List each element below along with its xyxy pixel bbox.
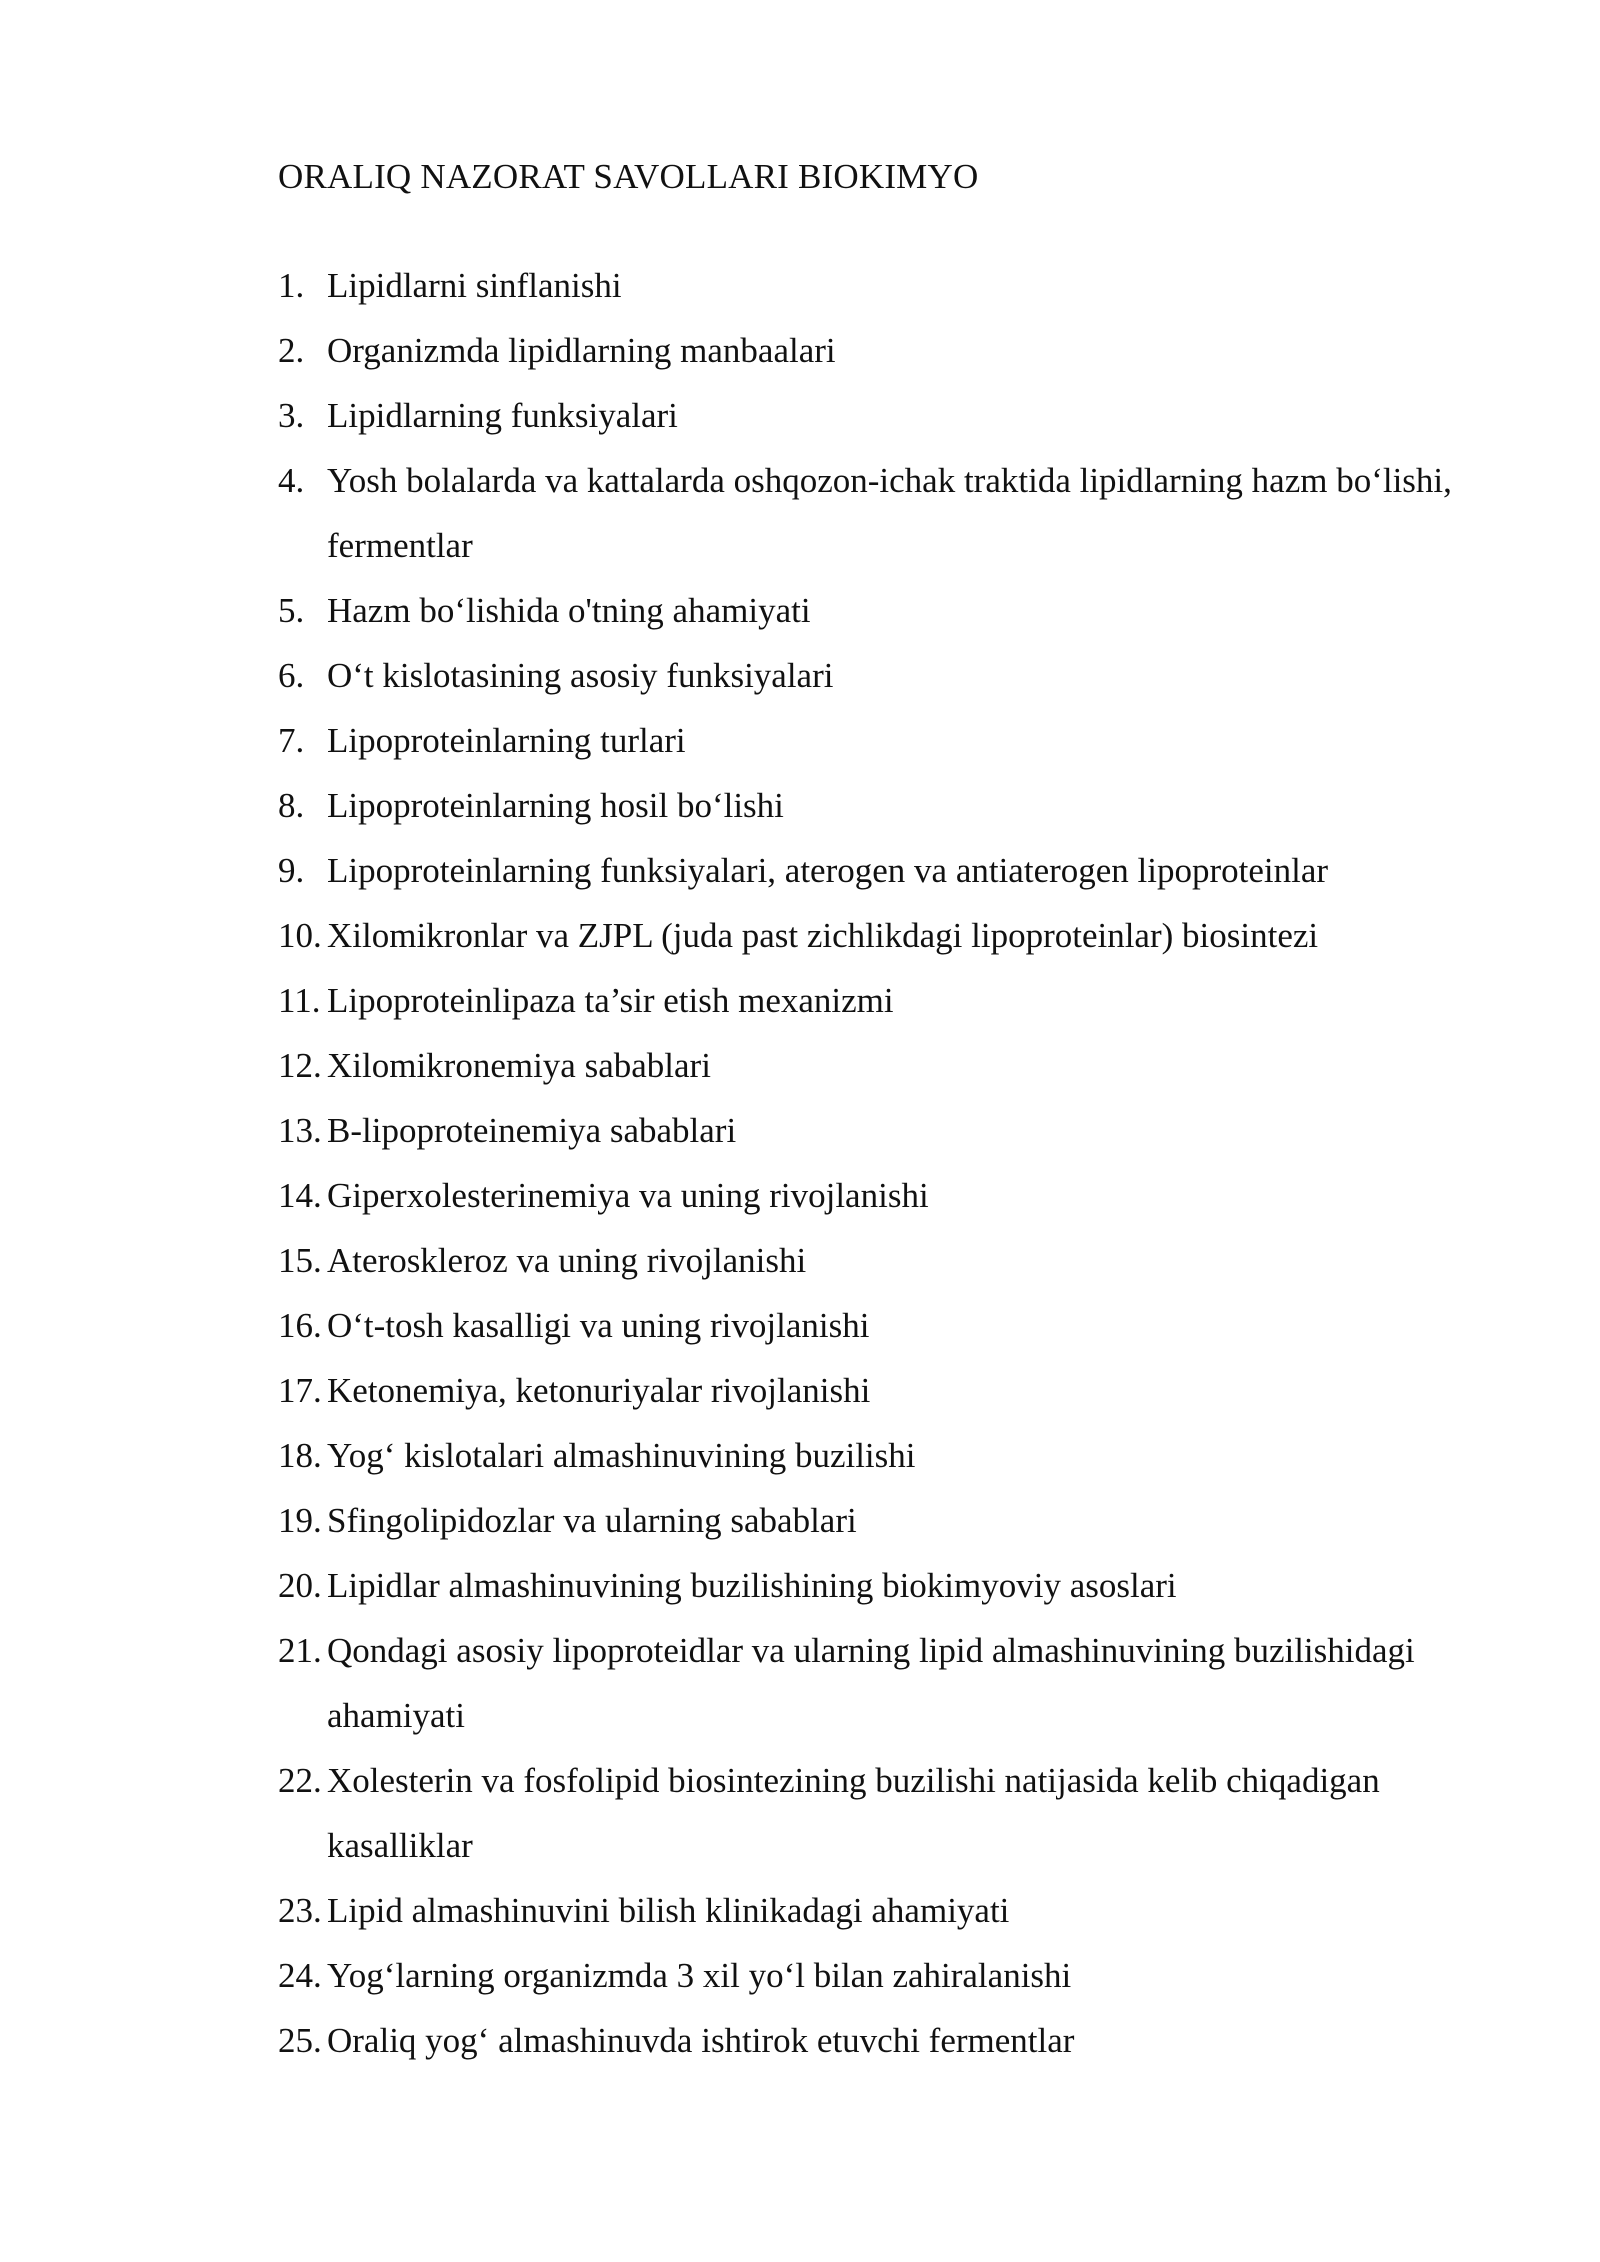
question-text: Lipoproteinlarning turlari [327, 721, 686, 760]
question-item [278, 1423, 1478, 1488]
question-number: 9. [278, 851, 305, 890]
question-number: 4. [278, 461, 305, 500]
question-text: Yosh bolalarda va kattalarda oshqozon-ichak traktida lipidlarning hazm bo‘lishi, fermentlar [327, 461, 1452, 565]
question-number: 17. [278, 1371, 322, 1410]
question-number: 8. [278, 786, 305, 825]
question-number: 15. [278, 1241, 322, 1280]
question-item [278, 448, 1478, 578]
question-number: 3. [278, 396, 305, 435]
question-text: Xilomikronemiya sabablari [327, 1046, 711, 1085]
question-text: Lipidlarning funksiyalari [327, 396, 678, 435]
question-text: Lipoproteinlipaza ta’sir etish mexanizmi [327, 981, 894, 1020]
question-item [278, 1098, 1478, 1163]
question-text: Yog‘ kislotalari almashinuvining buzilishi [327, 1436, 916, 1475]
question-number: 7. [278, 721, 305, 760]
question-item [278, 2008, 1478, 2073]
question-item [278, 1748, 1478, 1878]
question-number: 23. [278, 1891, 322, 1930]
question-number: 1. [278, 266, 305, 305]
question-number: 13. [278, 1111, 322, 1150]
question-number: 25. [278, 2021, 322, 2060]
question-text: Organizmda lipidlarning manbaalari [327, 331, 836, 370]
question-text: Oraliq yog‘ almashinuvda ishtirok etuvchi fermentlar [327, 2021, 1075, 2060]
question-number: 16. [278, 1306, 322, 1345]
question-number: 11. [278, 981, 321, 1020]
question-text: Giperxolesterinemiya va uning rivojlanishi [327, 1176, 929, 1215]
question-text: Xilomikronlar va ZJPL (juda past zichlikdagi lipoproteinlar) biosintezi [327, 916, 1319, 955]
question-number: 22. [278, 1761, 322, 1800]
question-text: Lipidlarni sinflanishi [327, 266, 622, 305]
question-item [278, 1293, 1478, 1358]
question-number: 24. [278, 1956, 322, 1995]
question-item [278, 383, 1478, 448]
question-number: 12. [278, 1046, 322, 1085]
question-number: 6. [278, 656, 305, 695]
question-item [278, 578, 1478, 643]
question-item [278, 1358, 1478, 1423]
question-item [278, 643, 1478, 708]
question-text: Lipidlar almashinuvining buzilishining biokimyoviy asoslari [327, 1566, 1177, 1605]
question-item [278, 838, 1478, 903]
question-item [278, 1488, 1478, 1553]
question-item [278, 1553, 1478, 1618]
question-text: Lipid almashinuvini bilish klinikadagi ahamiyati [327, 1891, 1010, 1930]
question-text: O‘t kislotasining asosiy funksiyalari [327, 656, 834, 695]
question-number: 20. [278, 1566, 322, 1605]
question-text: Ketonemiya, ketonuriyalar rivojlanishi [327, 1371, 871, 1410]
question-number: 2. [278, 331, 305, 370]
question-item [278, 1033, 1478, 1098]
question-item [278, 708, 1478, 773]
question-list [278, 253, 1478, 2073]
question-item [278, 318, 1478, 383]
question-text: Lipoproteinlarning hosil bo‘lishi [327, 786, 784, 825]
question-item [278, 1618, 1478, 1748]
question-item [278, 1163, 1478, 1228]
document-title: ORALIQ NAZORAT SAVOLLARI BIOKIMYO [278, 157, 979, 196]
question-text: Ateroskleroz va uning rivojlanishi [327, 1241, 807, 1280]
question-number: 21. [278, 1631, 322, 1670]
question-item [278, 253, 1478, 318]
question-number: 18. [278, 1436, 322, 1475]
question-text: B-lipoproteinemiya sabablari [327, 1111, 737, 1150]
question-item [278, 1943, 1478, 2008]
question-number: 10. [278, 916, 322, 955]
question-item [278, 968, 1478, 1033]
question-text: Xolesterin va fosfolipid biosintezining buzilishi natijasida kelib chiqadigan kasalliklar [327, 1761, 1380, 1865]
question-text: O‘t-tosh kasalligi va uning rivojlanishi [327, 1306, 870, 1345]
question-number: 14. [278, 1176, 322, 1215]
question-text: Lipoproteinlarning funksiyalari, aterogen va antiaterogen lipoproteinlar [327, 851, 1329, 890]
question-number: 5. [278, 591, 305, 630]
question-text: Sfingolipidozlar va ularning sabablari [327, 1501, 857, 1540]
question-number: 19. [278, 1501, 322, 1540]
question-item [278, 1878, 1478, 1943]
question-text: Hazm bo‘lishida o'tning ahamiyati [327, 591, 811, 630]
question-text: Yog‘larning organizmda 3 xil yo‘l bilan zahiralanishi [327, 1956, 1072, 1995]
question-text: Qondagi asosiy lipoproteidlar va ularning lipid almashinuvining buzilishidagi ahamiyati [327, 1631, 1415, 1735]
question-item [278, 903, 1478, 968]
question-item [278, 1228, 1478, 1293]
question-item [278, 773, 1478, 838]
